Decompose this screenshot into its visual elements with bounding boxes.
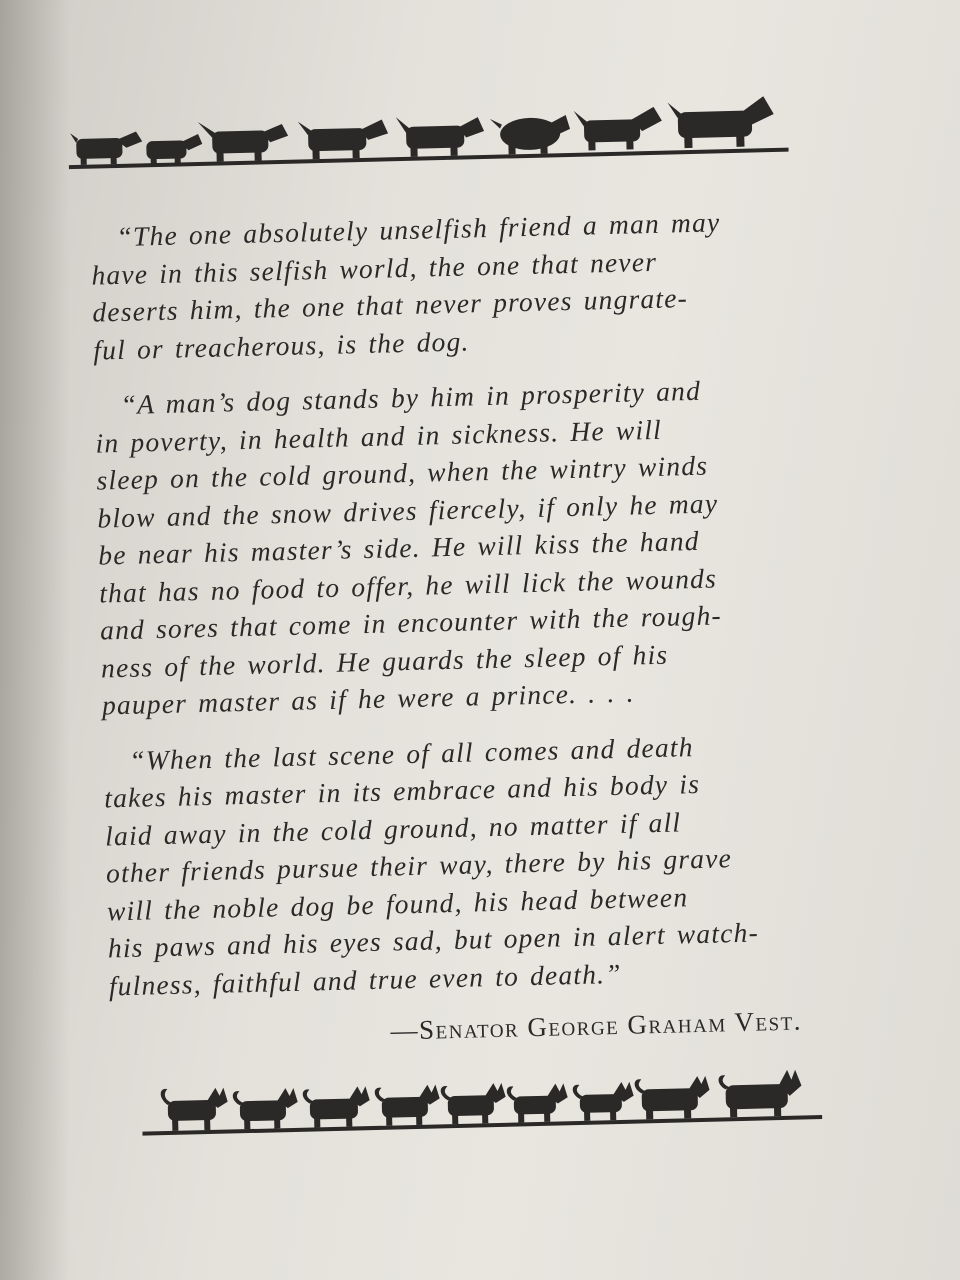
text-line: that has no food to offer, he will lick the wounds [98, 561, 718, 609]
text-line: “The one absolutely unselfish friend a man may [116, 206, 721, 253]
text-line: and sores that come in encounter with the rough- [99, 599, 723, 646]
text-line: will the noble dog be found, his head between [106, 880, 689, 926]
text-line: be near his master’s side. He will kiss the hand [97, 524, 700, 571]
text-line: sleep on the cold ground, when the wintry winds [96, 449, 709, 496]
text-line: fulness, faithful and true even to death.” [108, 957, 623, 1001]
text-line: ful or treacherous, is the dog. [92, 324, 470, 366]
text-line: his paws and his eyes sad, but open in alert watch- [107, 916, 760, 964]
text-line: other friends pursue their way, there by his grave [105, 842, 733, 889]
text-line: takes his master in its embrace and his body is [103, 767, 701, 814]
quote-paragraph-2 [94, 370, 802, 725]
text-line: in poverty, in health and in sickness. He will [95, 413, 663, 459]
quote-text [90, 202, 810, 1054]
walking-cats-silhouette-icon [141, 1051, 823, 1148]
quote-paragraph-3 [103, 725, 809, 1005]
walking-dogs-silhouette-icon [67, 82, 789, 180]
text-line: “A man’s dog stands by him in prosperity and [120, 374, 702, 420]
text-line: pauper master as if he were a prince. . . . [101, 676, 635, 721]
text-line: deserts him, the one that never proves ungrate- [91, 282, 689, 328]
book-page [46, 51, 853, 1190]
quote-attribution: —Senator George Graham Vest. [390, 1005, 803, 1046]
text-line: blow and the snow drives fiercely, if only he may [97, 486, 719, 534]
text-line: “When the last scene of all comes and death [128, 730, 694, 776]
text-line: laid away in the cold ground, no matter if all [104, 805, 682, 851]
quote-paragraph-1 [90, 202, 793, 369]
text-line: have in this selfish world, the one that never [91, 245, 658, 291]
text-line: ness of the world. He guards the sleep of his [100, 638, 669, 684]
